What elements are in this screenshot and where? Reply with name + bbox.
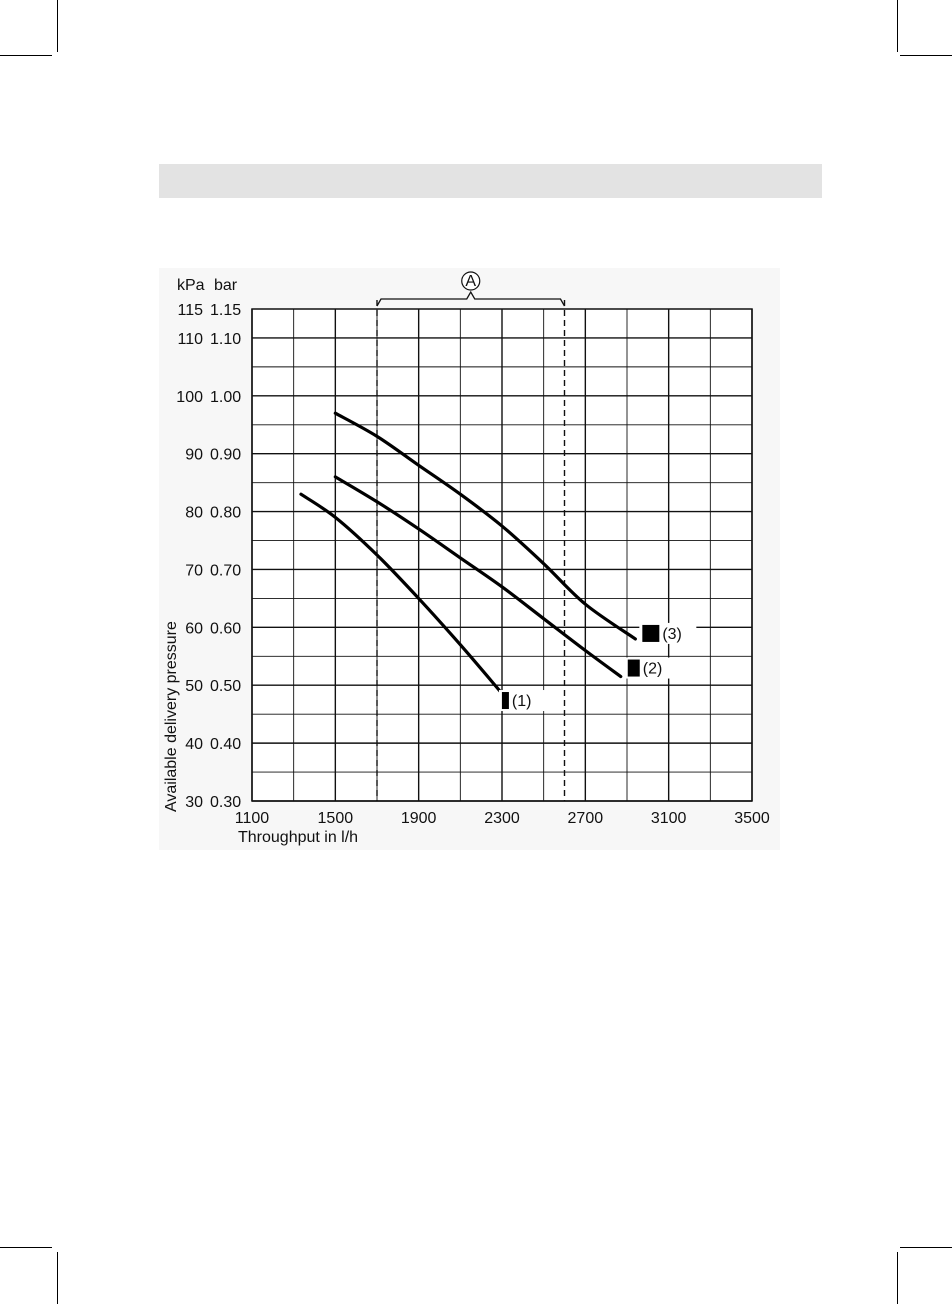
y-tick-label-kpa: 50 <box>185 678 203 696</box>
y-tick-label-bar: 1.00 <box>210 388 242 406</box>
x-tick-label: 1900 <box>400 810 437 827</box>
kpa-unit-label: kPa <box>177 277 205 294</box>
x-tick-label: 1500 <box>317 810 354 827</box>
y-tick-label-bar: 1.10 <box>210 330 242 348</box>
x-axis-label: Throughput in l/h <box>238 829 359 846</box>
y-tick-label-bar: 1.15 <box>210 302 242 319</box>
y-tick-label-kpa: 100 <box>176 388 203 406</box>
curve-end-marker-2 <box>628 660 640 677</box>
curve-label-1: (1) <box>511 693 532 711</box>
range-brace <box>377 292 565 306</box>
y-tick-label-kpa: 60 <box>185 620 203 638</box>
y-tick-label-kpa: 40 <box>185 736 203 754</box>
y-tick-label-bar: 0.80 <box>210 504 242 522</box>
y-tick-label-bar: 0.40 <box>210 736 242 754</box>
y-tick-label-bar: 0.60 <box>210 620 242 638</box>
y-tick-label-kpa: 70 <box>185 562 203 580</box>
y-tick-label-kpa: 115 <box>177 302 203 319</box>
x-tick-label: 3500 <box>734 810 770 827</box>
grid <box>252 309 752 801</box>
x-tick-label: 3100 <box>650 810 687 827</box>
y-tick-label-bar: 0.70 <box>210 562 242 580</box>
range-label: A <box>465 273 477 290</box>
curve-end-marker-1 <box>502 692 509 709</box>
y-tick-label-kpa: 30 <box>185 794 203 811</box>
y-tick-label-kpa: 80 <box>185 504 203 522</box>
curve-label-3: (3) <box>662 625 682 643</box>
y-tick-label-kpa: 110 <box>177 330 203 348</box>
curve-end-marker-3 <box>642 625 659 642</box>
bar-unit-label: bar <box>214 277 238 294</box>
y-tick-label-bar: 0.90 <box>210 446 242 464</box>
y-tick-label-bar: 0.30 <box>210 794 242 811</box>
y-axis-label: Available delivery pressure <box>163 621 180 812</box>
x-tick-label: 2300 <box>484 810 520 827</box>
curve-label-2: (2) <box>642 660 663 678</box>
y-tick-label-bar: 0.50 <box>210 678 242 696</box>
y-tick-label-kpa: 90 <box>185 446 203 464</box>
x-tick-label: 2700 <box>567 810 604 827</box>
x-tick-label: 1100 <box>234 810 270 827</box>
